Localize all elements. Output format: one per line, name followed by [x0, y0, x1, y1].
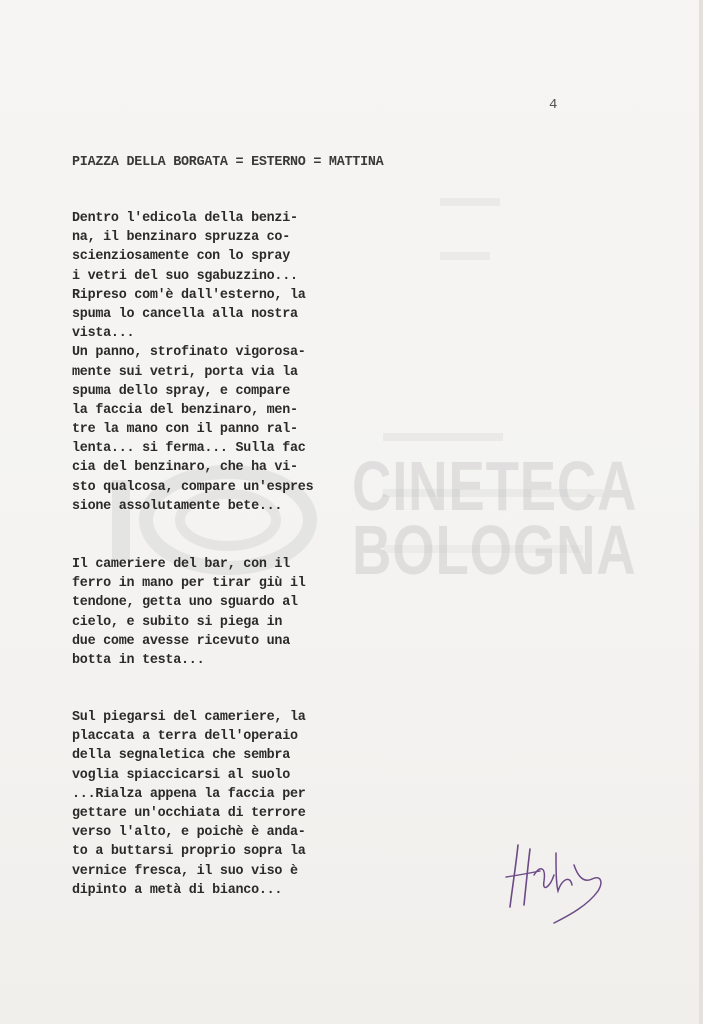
page-number: 4: [549, 97, 558, 113]
text-line: placcata a terra dell'operaio: [72, 729, 298, 745]
handwritten-signature: [500, 835, 615, 930]
text-line: tre la mano con il panno ral-: [72, 422, 298, 438]
text-line: scienziosamente con lo spray: [72, 249, 290, 265]
text-line: gettare un'occhiata di terrore: [72, 805, 306, 821]
text-line: botta in testa...: [72, 652, 205, 668]
text-line: mente sui vetri, porta via la: [72, 364, 298, 380]
text-line: dipinto a metà di bianco...: [72, 882, 283, 898]
text-line: sto qualcosa, compare un'espres: [72, 479, 314, 495]
scene-heading: PIAZZA DELLA BORGATA = ESTERNO = MATTINA: [72, 155, 384, 170]
text-line: ferro in mano per tirar giù il: [72, 576, 306, 592]
text-line: due come avesse ricevuto una: [72, 633, 290, 649]
text-line: i vetri del suo sgabuzzino...: [72, 268, 298, 284]
text-line: vernice fresca, il suo viso è: [72, 863, 298, 879]
text-line: della segnaletica che sembra: [72, 748, 290, 764]
text-line: cia del benzinaro, che ha vi-: [72, 460, 298, 476]
text-line: sione assolutamente bete...: [72, 498, 283, 514]
text-line: vista...: [72, 326, 135, 342]
text-line: lenta... si ferma... Sulla fac: [72, 441, 306, 457]
paragraph-2: [72, 555, 372, 670]
page-edge: [699, 0, 703, 1024]
text-line: Ripreso com'è dall'esterno, la: [72, 287, 306, 303]
watermark-line-2: BOLOGNA: [352, 511, 637, 589]
text-line: Il cameriere del bar, con il: [72, 557, 290, 572]
text-line: to a buttarsi proprio sopra la: [72, 844, 306, 860]
text-line: na, il benzinaro spruzza co-: [72, 230, 290, 246]
text-line: Un panno, strofinato vigorosa-: [72, 345, 306, 361]
text-line: voglia spiaccicarsi al suolo: [72, 767, 290, 783]
text-line: verso l'alto, e poichè è anda-: [72, 825, 306, 841]
text-line: spuma dello spray, e compare: [72, 383, 290, 399]
text-line: spuma lo cancella alla nostra: [72, 306, 298, 322]
paragraph-1: [72, 209, 372, 516]
paragraph-3: [72, 708, 372, 900]
watermark-line-1: CINETECA: [352, 447, 638, 525]
text-line: cielo, e subito si piega in: [72, 614, 283, 630]
text-line: tendone, getta uno sguardo al: [72, 595, 298, 611]
show-through-top: [440, 160, 510, 190]
text-line: Dentro l'edicola della benzi-: [72, 211, 298, 226]
text-line: ...Rialza appena la faccia per: [72, 786, 306, 802]
text-line: la faccia del benzinaro, men-: [72, 402, 298, 418]
text-line: Sul piegarsi del cameriere, la: [72, 710, 306, 725]
